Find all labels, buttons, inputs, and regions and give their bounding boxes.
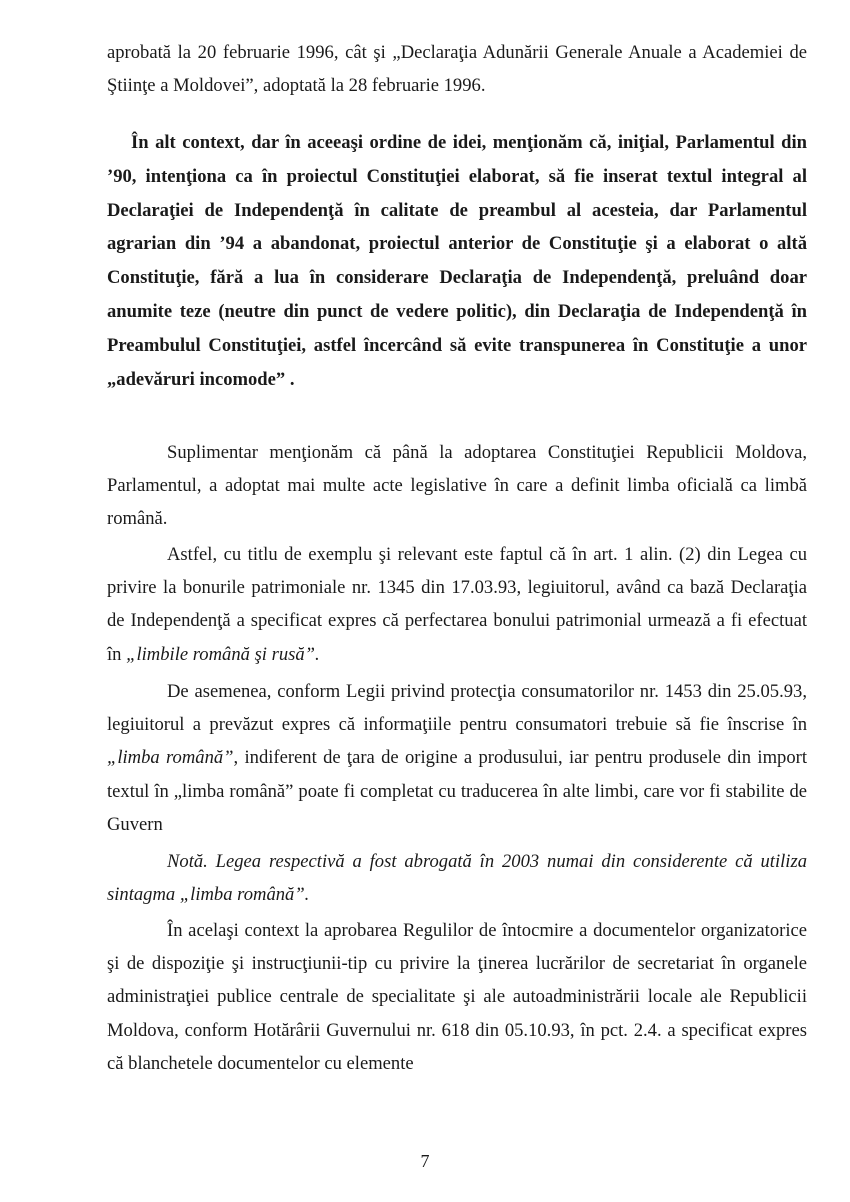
paragraph-continuation: aprobată la 20 februarie 1996, cât şi „Declaraţia Adunării Generale Anuale a Academiei de Ştiinţe a Moldovei”, adoptată la 28 februarie 1996.: [107, 42, 807, 97]
paragraph-bold-context: [107, 126, 807, 396]
page-number: 7: [420, 1151, 430, 1171]
italic-quote: „limba română”: [107, 747, 234, 769]
paragraph-bold-text: În alt context, dar în aceeaşi ordine de idei, menţionăm că, iniţial, Parlamentul din ’90, intenţiona ca în proiectul Constituţiei elaborat, să fie inserat textul integral al Declaraţiei de Independenţă în calitate de preambul al acesteia, dar Parlamentul agrarian din ’94 a abandonat, proiectul anterior de Constituţie şi a elaborat o altă Constituţie, fără a lua în considerare Declaraţia de Independenţă, preluând doar anumite teze (neutre din punct de vedere politic), din Declaraţia de Independenţă în Preambulul Constituţiei, astfel încercând să evite transpunerea în Constituţie a unor „adevăruri incomode” .: [107, 132, 807, 390]
paragraph-government-decision: În acelaşi context la aprobarea Regulilor de întocmire a documentelor organizatorice şi de dispoziţie şi instrucţiunii-tip cu privire la ţinerea lucrărilor de secretariat în organele administraţiei publice centrale de specialitate şi ale autoadministrării locale ale Republicii Moldova, conform Hotărârii Guvernului nr. 618 din 05.10.93, în pct. 2.4. a specificat expres că blanchetele documentelor cu elemente: [107, 920, 807, 1074]
paragraph-consumer-protection: [107, 675, 807, 841]
paragraph-text: Astfel, cu titlu de exemplu şi relevant este faptul că în art. 1 alin. (2) din Legea cu privire la bonurile patrimoniale nr. 1345 din 17.03.93, legiuitorul, având ca bază Declaraţia de Independenţă a specificat expres că perfectarea bonului patrimonial urmează a fi efectuat în: [107, 544, 807, 665]
paragraph-note: Notă. Legea respectivă a fost abrogată în 2003 numai din considerente că utiliza sintagma „limba română”.: [107, 851, 807, 906]
paragraph-text: De asemenea, conform Legii privind protecţia consumatorilor nr. 1453 din 25.05.93, legiuitorul a prevăzut expres că informaţiile pentru consumatori trebuie să fie înscrise în: [107, 681, 807, 736]
italic-quote: „limbile română şi rusă”.: [126, 643, 320, 665]
paragraph-text: , indiferent de ţara de origine a produsului, iar pentru produsele din import textul în „limba română” poate fi completat cu traducerea în alte limbi, care vor fi stabilite de Guvern: [107, 747, 807, 835]
paragraph-patrimonial-bonds: [107, 538, 807, 671]
paragraph-supplementary: Suplimentar menţionăm că până la adoptarea Constituţiei Republicii Moldova, Parlamentul, a adoptat mai multe acte legislative în care a definit limba oficială ca limbă română.: [107, 442, 807, 530]
